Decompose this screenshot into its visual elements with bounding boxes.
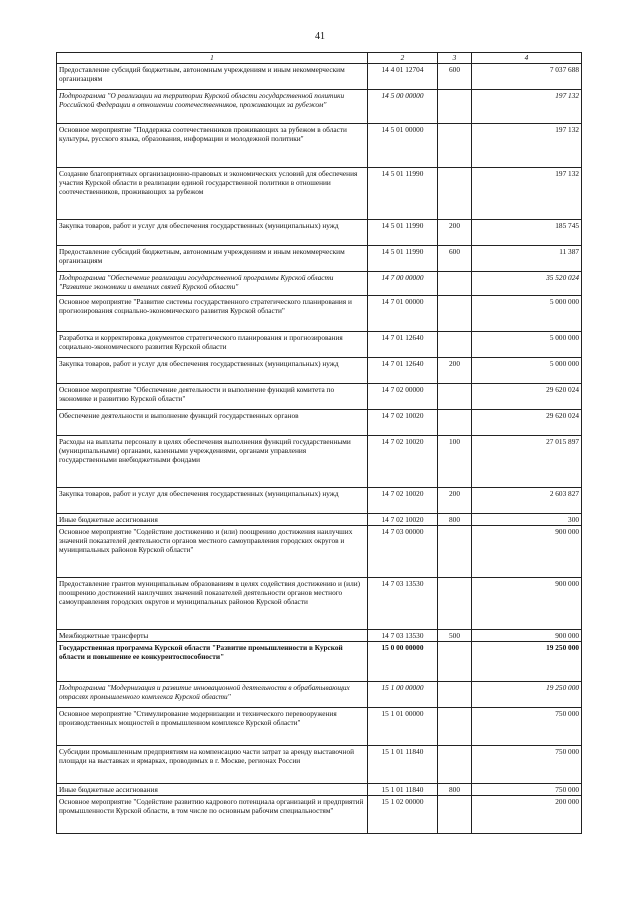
table-row — [57, 90, 582, 124]
row-expense-type: 800 — [438, 514, 472, 526]
table-row — [57, 784, 582, 796]
row-amount: 185 745 — [472, 220, 582, 246]
row-description: Межбюджетные трансферты — [57, 630, 368, 642]
row-description: Основное мероприятие "Содействие развитию кадрового потенциала организаций и предприятий промышленности Курской области, в том числе по основным рабочим специальностям" — [57, 796, 368, 834]
row-expense-type: 200 — [438, 220, 472, 246]
row-amount: 900 000 — [472, 526, 582, 578]
table-row — [57, 708, 582, 746]
row-description: Создание благоприятных организационно-правовых и экономических условий для обеспечения участия Курской области в реализации единой государственной политики в отношении соотечественников, проживающих за рубежом — [57, 168, 368, 220]
table-row — [57, 642, 582, 682]
row-amount: 5 000 000 — [472, 296, 582, 332]
row-expense-type: 200 — [438, 358, 472, 384]
table-row — [57, 384, 582, 410]
table-row — [57, 630, 582, 642]
row-amount: 750 000 — [472, 746, 582, 784]
table-row — [57, 220, 582, 246]
table-row — [57, 514, 582, 526]
row-amount: 5 000 000 — [472, 332, 582, 358]
table-row — [57, 796, 582, 834]
row-description: Предоставление грантов муниципальным образованиям в целях содействия достижению и (или) поощрению достижений наилучших значений показателей деятельности органов местного самоуправления городских округов и муниципальных районов Курской области — [57, 578, 368, 630]
row-expense-type — [438, 578, 472, 630]
row-expense-type — [438, 124, 472, 168]
row-description: Закупка товаров, работ и услуг для обеспечения государственных (муниципальных) нужд — [57, 220, 368, 246]
row-description: Иные бюджетные ассигнования — [57, 514, 368, 526]
row-target-code: 14 7 02 00000 — [368, 384, 438, 410]
row-expense-type — [438, 272, 472, 296]
table-row — [57, 124, 582, 168]
row-amount: 11 387 — [472, 246, 582, 272]
row-expense-type: 600 — [438, 64, 472, 90]
table-row — [57, 526, 582, 578]
row-target-code: 14 7 01 00000 — [368, 296, 438, 332]
table-row — [57, 746, 582, 784]
page-number: 41 — [315, 31, 325, 42]
row-expense-type — [438, 642, 472, 682]
row-target-code: 14 7 01 12640 — [368, 332, 438, 358]
row-amount: 750 000 — [472, 784, 582, 796]
table-row — [57, 436, 582, 488]
row-expense-type: 500 — [438, 630, 472, 642]
row-amount: 35 520 024 — [472, 272, 582, 296]
table-row — [57, 272, 582, 296]
row-target-code: 14 5 01 11990 — [368, 220, 438, 246]
table-header-row — [57, 53, 582, 64]
row-amount: 197 132 — [472, 168, 582, 220]
row-description: Закупка товаров, работ и услуг для обеспечения государственных (муниципальных) нужд — [57, 358, 368, 384]
row-description: Основное мероприятие "Стимулирование модернизации и технического перевооружения производственных мощностей в промышленном комплексе Курской области" — [57, 708, 368, 746]
row-amount: 300 — [472, 514, 582, 526]
column-header: 2 — [368, 53, 438, 64]
budget-table — [56, 52, 582, 834]
row-target-code: 14 7 03 00000 — [368, 526, 438, 578]
row-description: Основное мероприятие "Содействие достижению и (или) поощрению достижения наилучших значений показателей деятельности органов местного самоуправления городских округов и муниципальных районов Курской области" — [57, 526, 368, 578]
row-description: Основное мероприятие "Обеспечение деятельности и выполнение функций комитета по экономике и развитию Курской области" — [57, 384, 368, 410]
row-description: Подпрограмма "О реализации на территории Курской области государственной политики Российской Федерации в отношении соотечественников, проживающих за рубежом" — [57, 90, 368, 124]
row-target-code: 14 7 02 10020 — [368, 488, 438, 514]
table-row — [57, 64, 582, 90]
row-amount: 200 000 — [472, 796, 582, 834]
row-target-code: 14 7 02 10020 — [368, 514, 438, 526]
table-row — [57, 488, 582, 514]
row-amount: 900 000 — [472, 630, 582, 642]
column-header: 1 — [57, 53, 368, 64]
row-amount: 2 603 827 — [472, 488, 582, 514]
row-description: Обеспечение деятельности и выполнение функций государственных органов — [57, 410, 368, 436]
row-target-code: 15 1 01 00000 — [368, 708, 438, 746]
row-description: Подпрограмма "Модернизация и развитие инновационной деятельности в обрабатывающих отраслях промышленного комплекса Курской области" — [57, 682, 368, 708]
row-target-code: 15 1 00 00000 — [368, 682, 438, 708]
table-row — [57, 410, 582, 436]
row-description: Закупка товаров, работ и услуг для обеспечения государственных (муниципальных) нужд — [57, 488, 368, 514]
row-target-code: 15 1 02 00000 — [368, 796, 438, 834]
table-row — [57, 358, 582, 384]
row-target-code: 15 0 00 00000 — [368, 642, 438, 682]
row-description: Субсидии промышленным предприятиям на компенсацию части затрат за аренду выставочной площади на выставках и ярмарках, проводимых в г. Москве, регионах России — [57, 746, 368, 784]
row-target-code: 14 5 01 11990 — [368, 168, 438, 220]
row-amount: 29 620 024 — [472, 410, 582, 436]
row-amount: 5 000 000 — [472, 358, 582, 384]
table-row — [57, 168, 582, 220]
table-row — [57, 246, 582, 272]
row-target-code: 15 1 01 11840 — [368, 746, 438, 784]
row-expense-type — [438, 384, 472, 410]
row-target-code: 14 7 02 10020 — [368, 436, 438, 488]
row-description: Государственная программа Курской области "Развитие промышленности в Курской области и повышение ее конкурентоспособности" — [57, 642, 368, 682]
row-target-code: 14 4 01 12704 — [368, 64, 438, 90]
row-description: Иные бюджетные ассигнования — [57, 784, 368, 796]
row-expense-type — [438, 168, 472, 220]
row-expense-type — [438, 90, 472, 124]
row-description: Основное мероприятие "Поддержка соотечественников проживающих за рубежом в области культуры, русского языка, образования, информации и молодежной политики" — [57, 124, 368, 168]
row-target-code: 14 7 01 12640 — [368, 358, 438, 384]
row-description: Расходы на выплаты персоналу в целях обеспечения выполнения функций государственными (муниципальными) органами, казенными учреждениями, органами управления государственными внебюджетными фондами — [57, 436, 368, 488]
table-row — [57, 682, 582, 708]
table-row — [57, 296, 582, 332]
row-expense-type — [438, 682, 472, 708]
row-expense-type — [438, 410, 472, 436]
row-description: Предоставление субсидий бюджетным, автономным учреждениям и иным некоммерческим организациям — [57, 246, 368, 272]
row-amount: 19 250 000 — [472, 642, 582, 682]
row-amount: 7 037 688 — [472, 64, 582, 90]
row-amount: 900 000 — [472, 578, 582, 630]
row-target-code: 14 5 01 11990 — [368, 246, 438, 272]
row-expense-type: 100 — [438, 436, 472, 488]
row-description: Подпрограмма "Обеспечение реализации государственной программы Курской области "Развитие экономики и внешних связей Курской области" — [57, 272, 368, 296]
row-amount: 750 000 — [472, 708, 582, 746]
row-expense-type: 600 — [438, 246, 472, 272]
row-expense-type — [438, 296, 472, 332]
row-amount: 197 132 — [472, 124, 582, 168]
table-row — [57, 332, 582, 358]
row-amount: 29 620 024 — [472, 384, 582, 410]
row-amount: 197 132 — [472, 90, 582, 124]
row-target-code: 14 7 03 13530 — [368, 578, 438, 630]
row-target-code: 14 5 01 00000 — [368, 124, 438, 168]
row-expense-type — [438, 526, 472, 578]
row-amount: 27 015 897 — [472, 436, 582, 488]
column-header: 4 — [472, 53, 582, 64]
row-amount: 19 250 000 — [472, 682, 582, 708]
row-expense-type: 200 — [438, 488, 472, 514]
row-target-code: 15 1 01 11840 — [368, 784, 438, 796]
row-expense-type — [438, 332, 472, 358]
row-expense-type — [438, 708, 472, 746]
column-header: 3 — [438, 53, 472, 64]
row-description: Предоставление субсидий бюджетным, автономным учреждениям и иным некоммерческим организациям — [57, 64, 368, 90]
row-target-code: 14 7 00 00000 — [368, 272, 438, 296]
row-target-code: 14 5 00 00000 — [368, 90, 438, 124]
row-expense-type — [438, 796, 472, 834]
row-target-code: 14 7 03 13530 — [368, 630, 438, 642]
row-description: Основное мероприятие "Развитие системы государственного стратегического планирования и прогнозирования социально-экономического развития Курской области" — [57, 296, 368, 332]
row-description: Разработка и корректировка документов стратегического планирования и прогнозирования социально-экономического развития Курской области — [57, 332, 368, 358]
row-target-code: 14 7 02 10020 — [368, 410, 438, 436]
table-row — [57, 578, 582, 630]
row-expense-type: 800 — [438, 784, 472, 796]
row-expense-type — [438, 746, 472, 784]
